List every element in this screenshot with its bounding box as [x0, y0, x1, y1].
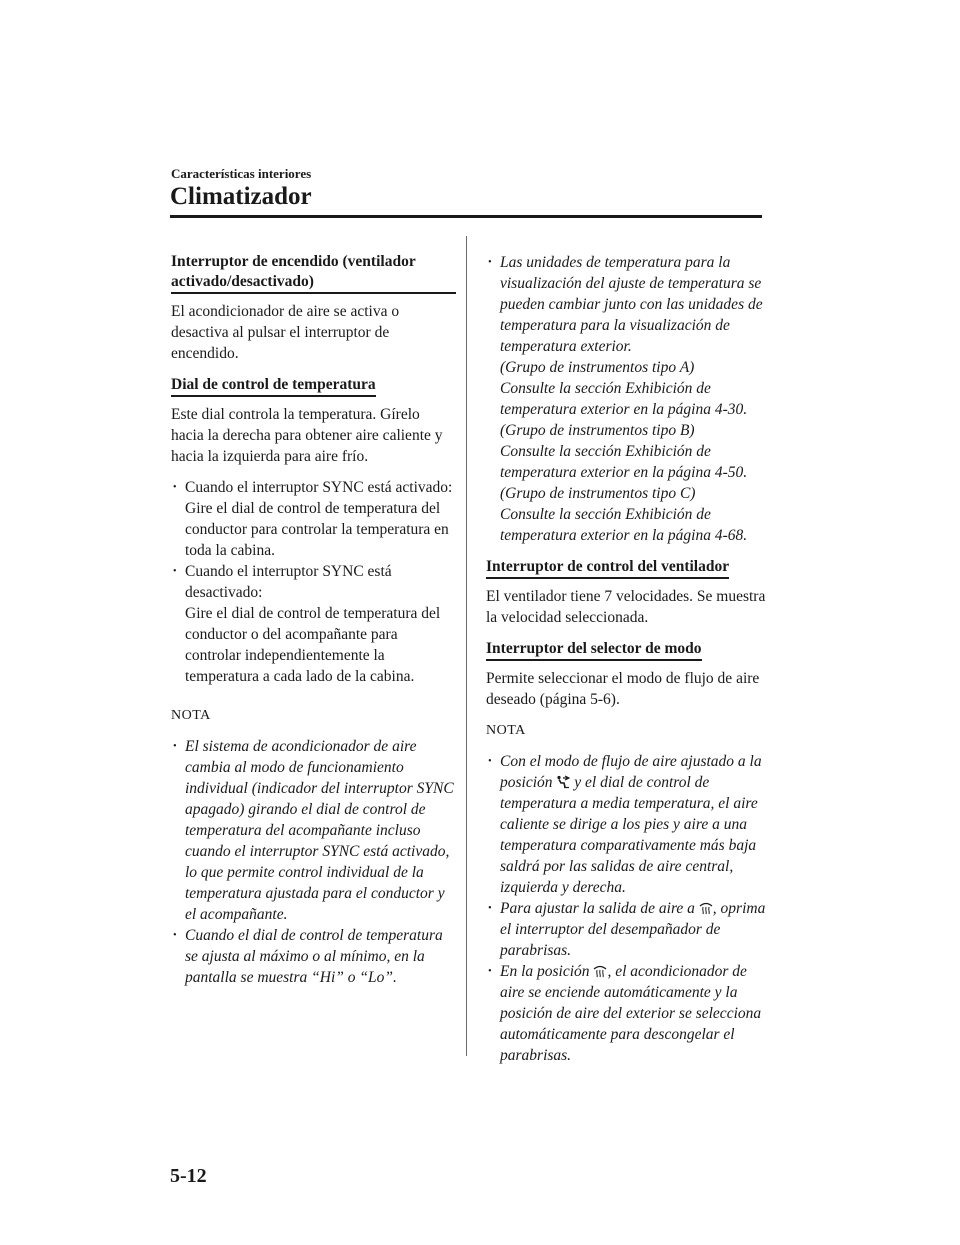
units-ref: Consulte la sección Exhibición de temperatura exterior en la página 4-50. — [500, 443, 748, 481]
left-column — [171, 252, 456, 998]
temp-dial-heading: Dial de control de temperatura — [171, 375, 376, 397]
power-switch-body: El acondicionador de aire se activa o desactiva al pulsar el interruptor de encendido. — [171, 303, 400, 362]
fan-control-body: El ventilador tiene 7 velocidades. Se muestra la velocidad seleccionada. — [486, 588, 766, 626]
bullet-lead: Cuando el interruptor SYNC está desactivado: — [185, 563, 392, 601]
fan-control-heading: Interruptor de control del ventilador — [486, 557, 729, 579]
list-item — [171, 561, 456, 687]
windshield-defroster-icon — [699, 900, 713, 914]
bullet-lead: Cuando el interruptor SYNC está activado: — [185, 479, 453, 496]
bullet-text: Gire el dial de control de temperatura del conductor para controlar la temperatura en toda la cabina. — [185, 500, 449, 559]
note-text: Para ajustar la salida de aire a — [500, 900, 695, 917]
mode-selector-body: Permite seleccionar el modo de flujo de aire deseado (página 5-6). — [486, 670, 760, 708]
temp-dial-body: Este dial controla la temperatura. Gírelo hacia la derecha para obtener aire caliente y hacia la izquierda para aire frío. — [171, 406, 443, 465]
units-group: (Grupo de instrumentos tipo C) — [500, 485, 696, 502]
units-note-list — [486, 252, 771, 546]
units-intro: Las unidades de temperatura para la visualización del ajuste de temperatura se pueden cambiar junto con las unidades de temperatura para la visualización de temperatura exterior. — [500, 254, 763, 355]
page-title: Climatizador — [170, 183, 312, 210]
fan-control-section — [486, 556, 771, 586]
units-group: (Grupo de instrumentos tipo B) — [500, 422, 695, 439]
list-item — [486, 898, 771, 961]
power-switch-section — [171, 252, 456, 301]
list-item: • El sistema de acondicionador de aire cambia al modo de funcionamiento individual (indicador del interruptor SYNC apagado) girando el dial de control de temperatura del acompañante incluso cuando el interruptor SYNC está activado, lo que permite control individual de la temperatura ajustada para el conductor y el acompañante. — [171, 736, 456, 925]
note-label: NOTA — [171, 708, 211, 723]
list-item — [486, 252, 771, 546]
note-text: En la posición — [500, 963, 590, 980]
note-text: , oprima el interruptor del desempañador de parabrisas. — [500, 900, 766, 959]
list-item — [486, 961, 771, 1066]
title-rule — [170, 215, 762, 218]
note-text: Con el modo de flujo de aire ajustado a la posición — [500, 753, 762, 791]
units-group: (Grupo de instrumentos tipo A) — [500, 359, 695, 376]
note-text: , el acondicionador de aire se enciende automáticamente y la posición de aire del exterior se selecciona automáticamente para descongelar el parabrisas. — [500, 963, 762, 1064]
mode-selector-heading: Interruptor del selector de modo — [486, 639, 702, 661]
power-switch-heading: Interruptor de encendido (ventilador activado/desactivado) — [171, 252, 456, 294]
temp-dial-section — [171, 374, 456, 404]
list-item: • Cuando el dial de control de temperatura se ajusta al máximo o al mínimo, en la pantalla se muestra “Hi” o “Lo”. — [171, 925, 456, 988]
list-item — [486, 751, 771, 898]
column-divider — [466, 236, 467, 1056]
right-column — [486, 252, 771, 1076]
temp-dial-bullets — [171, 477, 456, 687]
mode-selector-section — [486, 638, 771, 668]
bullet-text: Gire el dial de control de temperatura del conductor o del acompañante para controlar independientemente la temperatura a cada lado de la cabina. — [185, 605, 441, 685]
units-ref: Consulte la sección Exhibición de temperatura exterior en la página 4-30. — [500, 380, 748, 418]
note-list — [171, 736, 456, 988]
note-list — [486, 751, 771, 1066]
windshield-defroster-icon — [593, 963, 607, 977]
note-label: NOTA — [486, 723, 526, 738]
page-number: 5-12 — [170, 1165, 207, 1187]
section-label: Características interiores — [171, 166, 312, 181]
note-text: y el dial de control de temperatura a media temperatura, el aire caliente se dirige a los pies y aire a una temperatura comparativamente más baja saldrá por las salidas de aire central, izquierda y derecha. — [500, 774, 758, 896]
units-ref: Consulte la sección Exhibición de temperatura exterior en la página 4-68. — [500, 506, 748, 544]
floor-defrost-mode-icon — [556, 774, 570, 788]
list-item — [171, 477, 456, 561]
